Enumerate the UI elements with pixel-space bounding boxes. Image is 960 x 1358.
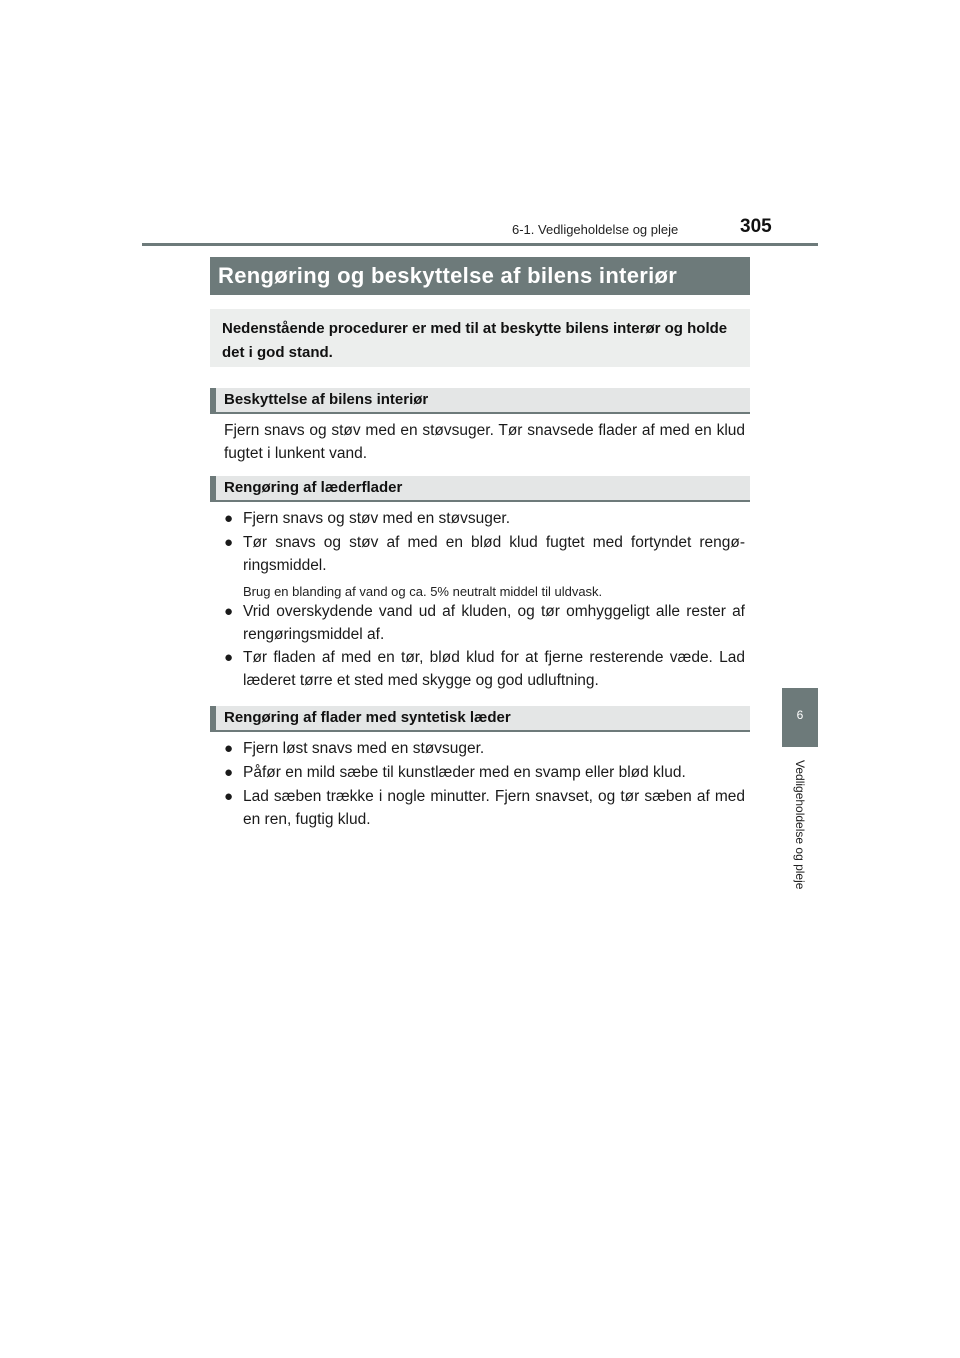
bullet-icon: ● [224, 740, 234, 757]
page-title: Rengøring og beskyttelse af bilens interiør [210, 257, 750, 295]
header-rule [142, 243, 818, 246]
bullet-icon: ● [224, 603, 234, 620]
intro-box: Nedenstående procedurer er med til at beskytte bilens interør og holde det i god stand. [210, 309, 750, 367]
list-item [224, 785, 745, 831]
list-item [224, 737, 745, 760]
chapter-side-label [782, 760, 818, 920]
list-item-text: Lad sæben trække i nogle minutter. Fjern snavset, og tør sæben af med en ren, fugtig klud. [243, 788, 745, 828]
section-heading-leather-cleaning: Rengøring af læderflader [210, 476, 750, 502]
section-heading-synthetic-leather: Rengøring af flader med syntetisk læder [210, 706, 750, 732]
list-item [224, 600, 745, 646]
section-paragraph: Fjern snavs og støv med en støvsuger. Tør snavsede flader af med en klud fugtet i lunkent vand. [224, 422, 745, 462]
header-section-title: 6-1. Vedligeholdelse og pleje [512, 222, 679, 237]
list-item-text: Vrid overskydende vand ud af kluden, og tør omhyggeligt alle rester af rengøringsmiddel af. [243, 603, 745, 643]
chapter-tab [782, 688, 818, 747]
bullet-icon: ● [224, 534, 234, 551]
list-item [224, 761, 745, 784]
section-heading-interior-protection: Beskyttelse af bilens interiør [210, 388, 750, 414]
bullet-icon: ● [224, 649, 234, 666]
list-item [224, 531, 745, 577]
page-number: 305 [740, 216, 772, 237]
list-item [224, 507, 745, 530]
list-item-text: Påfør en mild sæbe til kunstlæder med en svamp eller blød klud. [243, 764, 686, 781]
bullet-icon: ● [224, 788, 234, 805]
list-item-text: Tør fladen af med en tør, blød klud for at fjerne resterende væde. Lad læderet tørre et sted med skygge og god udluftning. [243, 649, 745, 689]
list-item-text: Fjern løst snavs med en støvsuger. [243, 740, 485, 757]
bullet-icon: ● [224, 510, 234, 527]
chapter-side-label-text: Vedligeholdelse og pleje [793, 760, 807, 890]
list-item [224, 646, 745, 692]
bullet-icon: ● [224, 764, 234, 781]
note-text: Brug en blanding af vand og ca. 5% neutralt middel til uldvask. [243, 584, 603, 599]
list-item-text: Fjern snavs og støv med en støvsuger. [243, 510, 511, 527]
list-item-text: Tør snavs og støv af med en blød klud fugtet med fortyndet rengø-ringsmiddel. [243, 534, 745, 574]
chapter-tab-number: 6 [796, 708, 804, 722]
